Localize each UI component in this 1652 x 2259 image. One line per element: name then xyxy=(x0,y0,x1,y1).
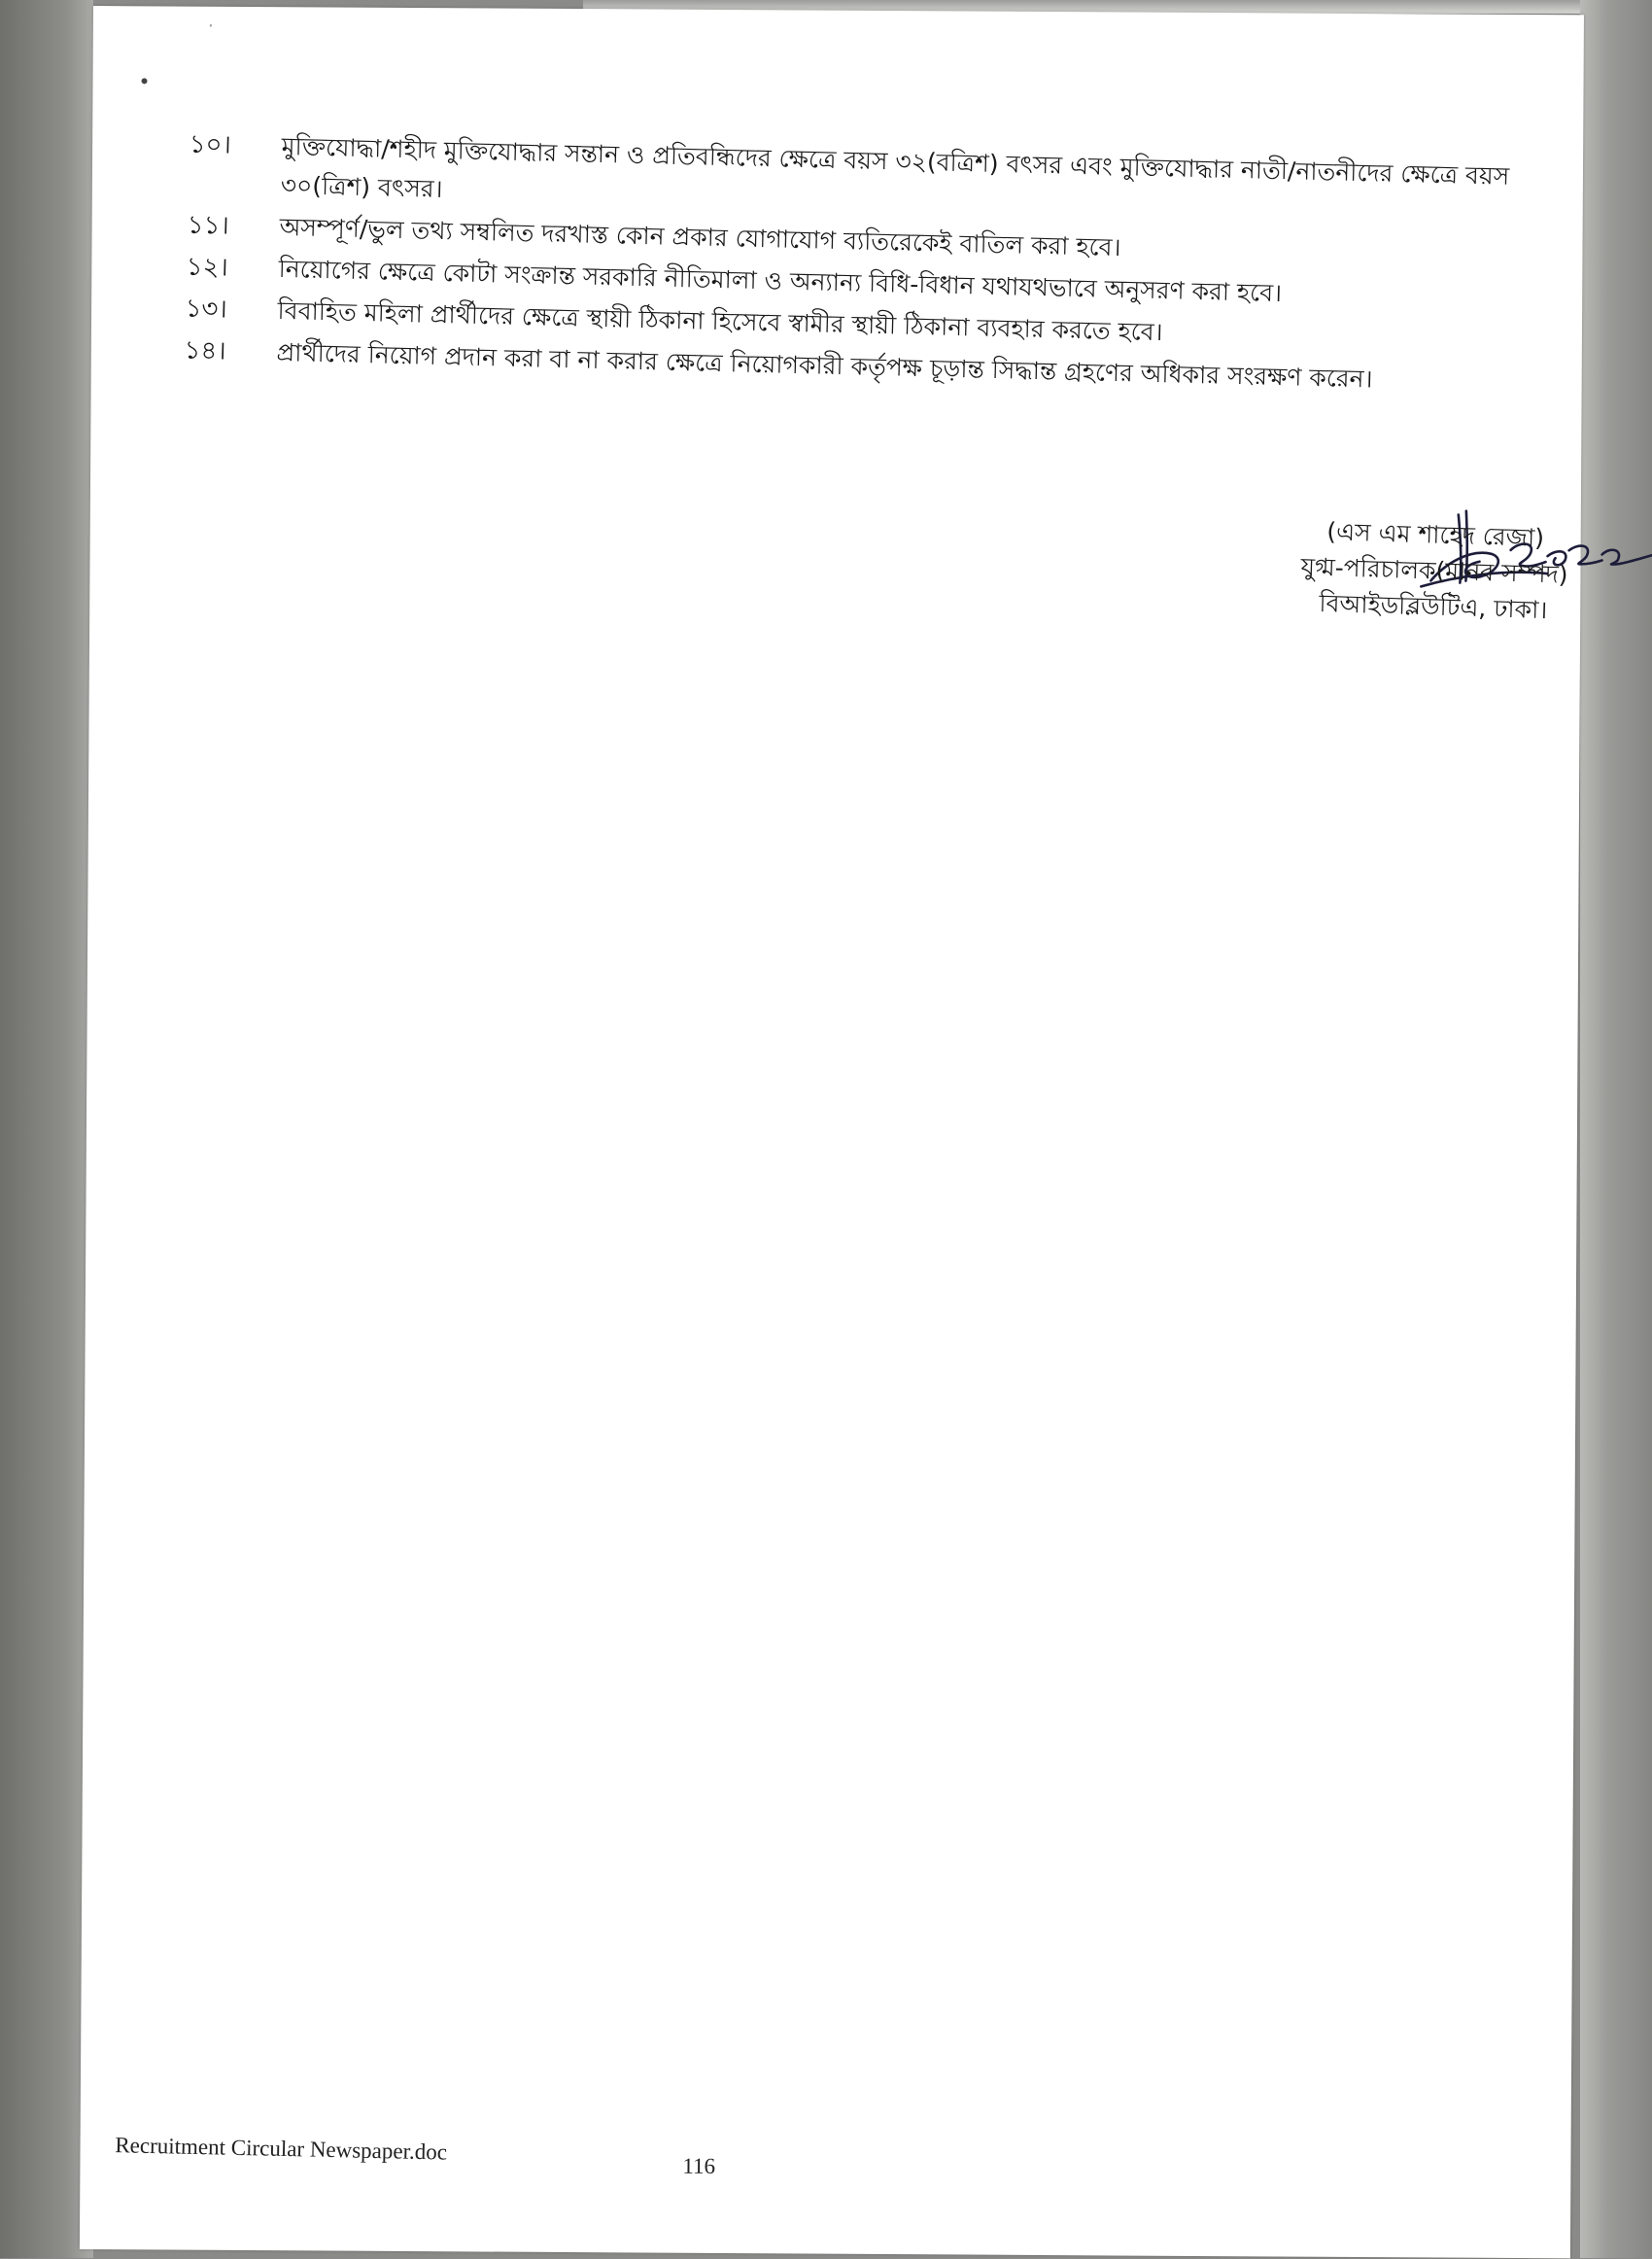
scan-speck xyxy=(210,24,212,27)
item-number: ১১। xyxy=(187,210,230,241)
footer-filename: Recruitment Circular Newspaper.doc xyxy=(115,2133,448,2165)
signatory-name: (এস এম শাহেদ রেজা) xyxy=(1325,517,1545,552)
item-number: ১০। xyxy=(189,129,232,160)
item-text: মুক্তিযোদ্ধা/শহীদ মুক্তিযোদ্ধার সন্তান ও প্রতিবন্ধিদের ক্ষেত্রে বয়স ৩২(বত্রিশ) বৎসর এবং মুক্তিযোদ্ধার নাতী/নাতনীদের ক্ষেত্রে বয়স ৩০(ত্রিশ) বৎসর। xyxy=(280,131,1510,203)
item-text: প্রার্থীদের নিয়োগ প্রদান করা বা না করার ক্ষেত্রে নিয়োগকারী কর্তৃপক্ষ চূড়ান্ত সিদ্ধান্ত গ্রহণের অধিকার সংরক্ষণ করেন। xyxy=(276,337,1373,394)
scanner-shadow-left xyxy=(0,0,93,2258)
item-number: ১২। xyxy=(186,252,229,283)
item-number: ১৪। xyxy=(184,335,226,366)
conditions-list xyxy=(184,125,1569,407)
scan-speck xyxy=(142,78,148,84)
signature-block xyxy=(1228,510,1639,631)
signatory-organization: বিআইডব্লিউটিএ, ঢাকা। xyxy=(1319,588,1548,625)
item-text: অসম্পূর্ণ/ভুল তথ্য সম্বলিত দরখাস্ত কোন প্রকার যোগাযোগ ব্যতিরেকেই বাতিল করা হবে। xyxy=(279,212,1121,262)
item-text: নিয়োগের ক্ষেত্রে কোটা সংক্রান্ত সরকারি নীতিমালা ও অন্যান্য বিধি-বিধান যথাযথভাবে অনুসরণ করা হবে। xyxy=(278,254,1283,308)
signatory-designation: যুগ্ম-পরিচালক(মানব সম্পদ) xyxy=(1300,552,1568,589)
footer-page-number: 116 xyxy=(682,2153,716,2178)
document-page xyxy=(80,6,1584,2258)
item-number: ১৩। xyxy=(185,294,228,325)
scanner-shadow-right xyxy=(1580,0,1652,2258)
item-text: বিবাহিত মহিলা প্রার্থীদের ক্ষেত্রে স্থায়ী ঠিকানা হিসেবে স্বামীর স্থায়ী ঠিকানা ব্যবহার করতে হবে। xyxy=(277,295,1163,347)
